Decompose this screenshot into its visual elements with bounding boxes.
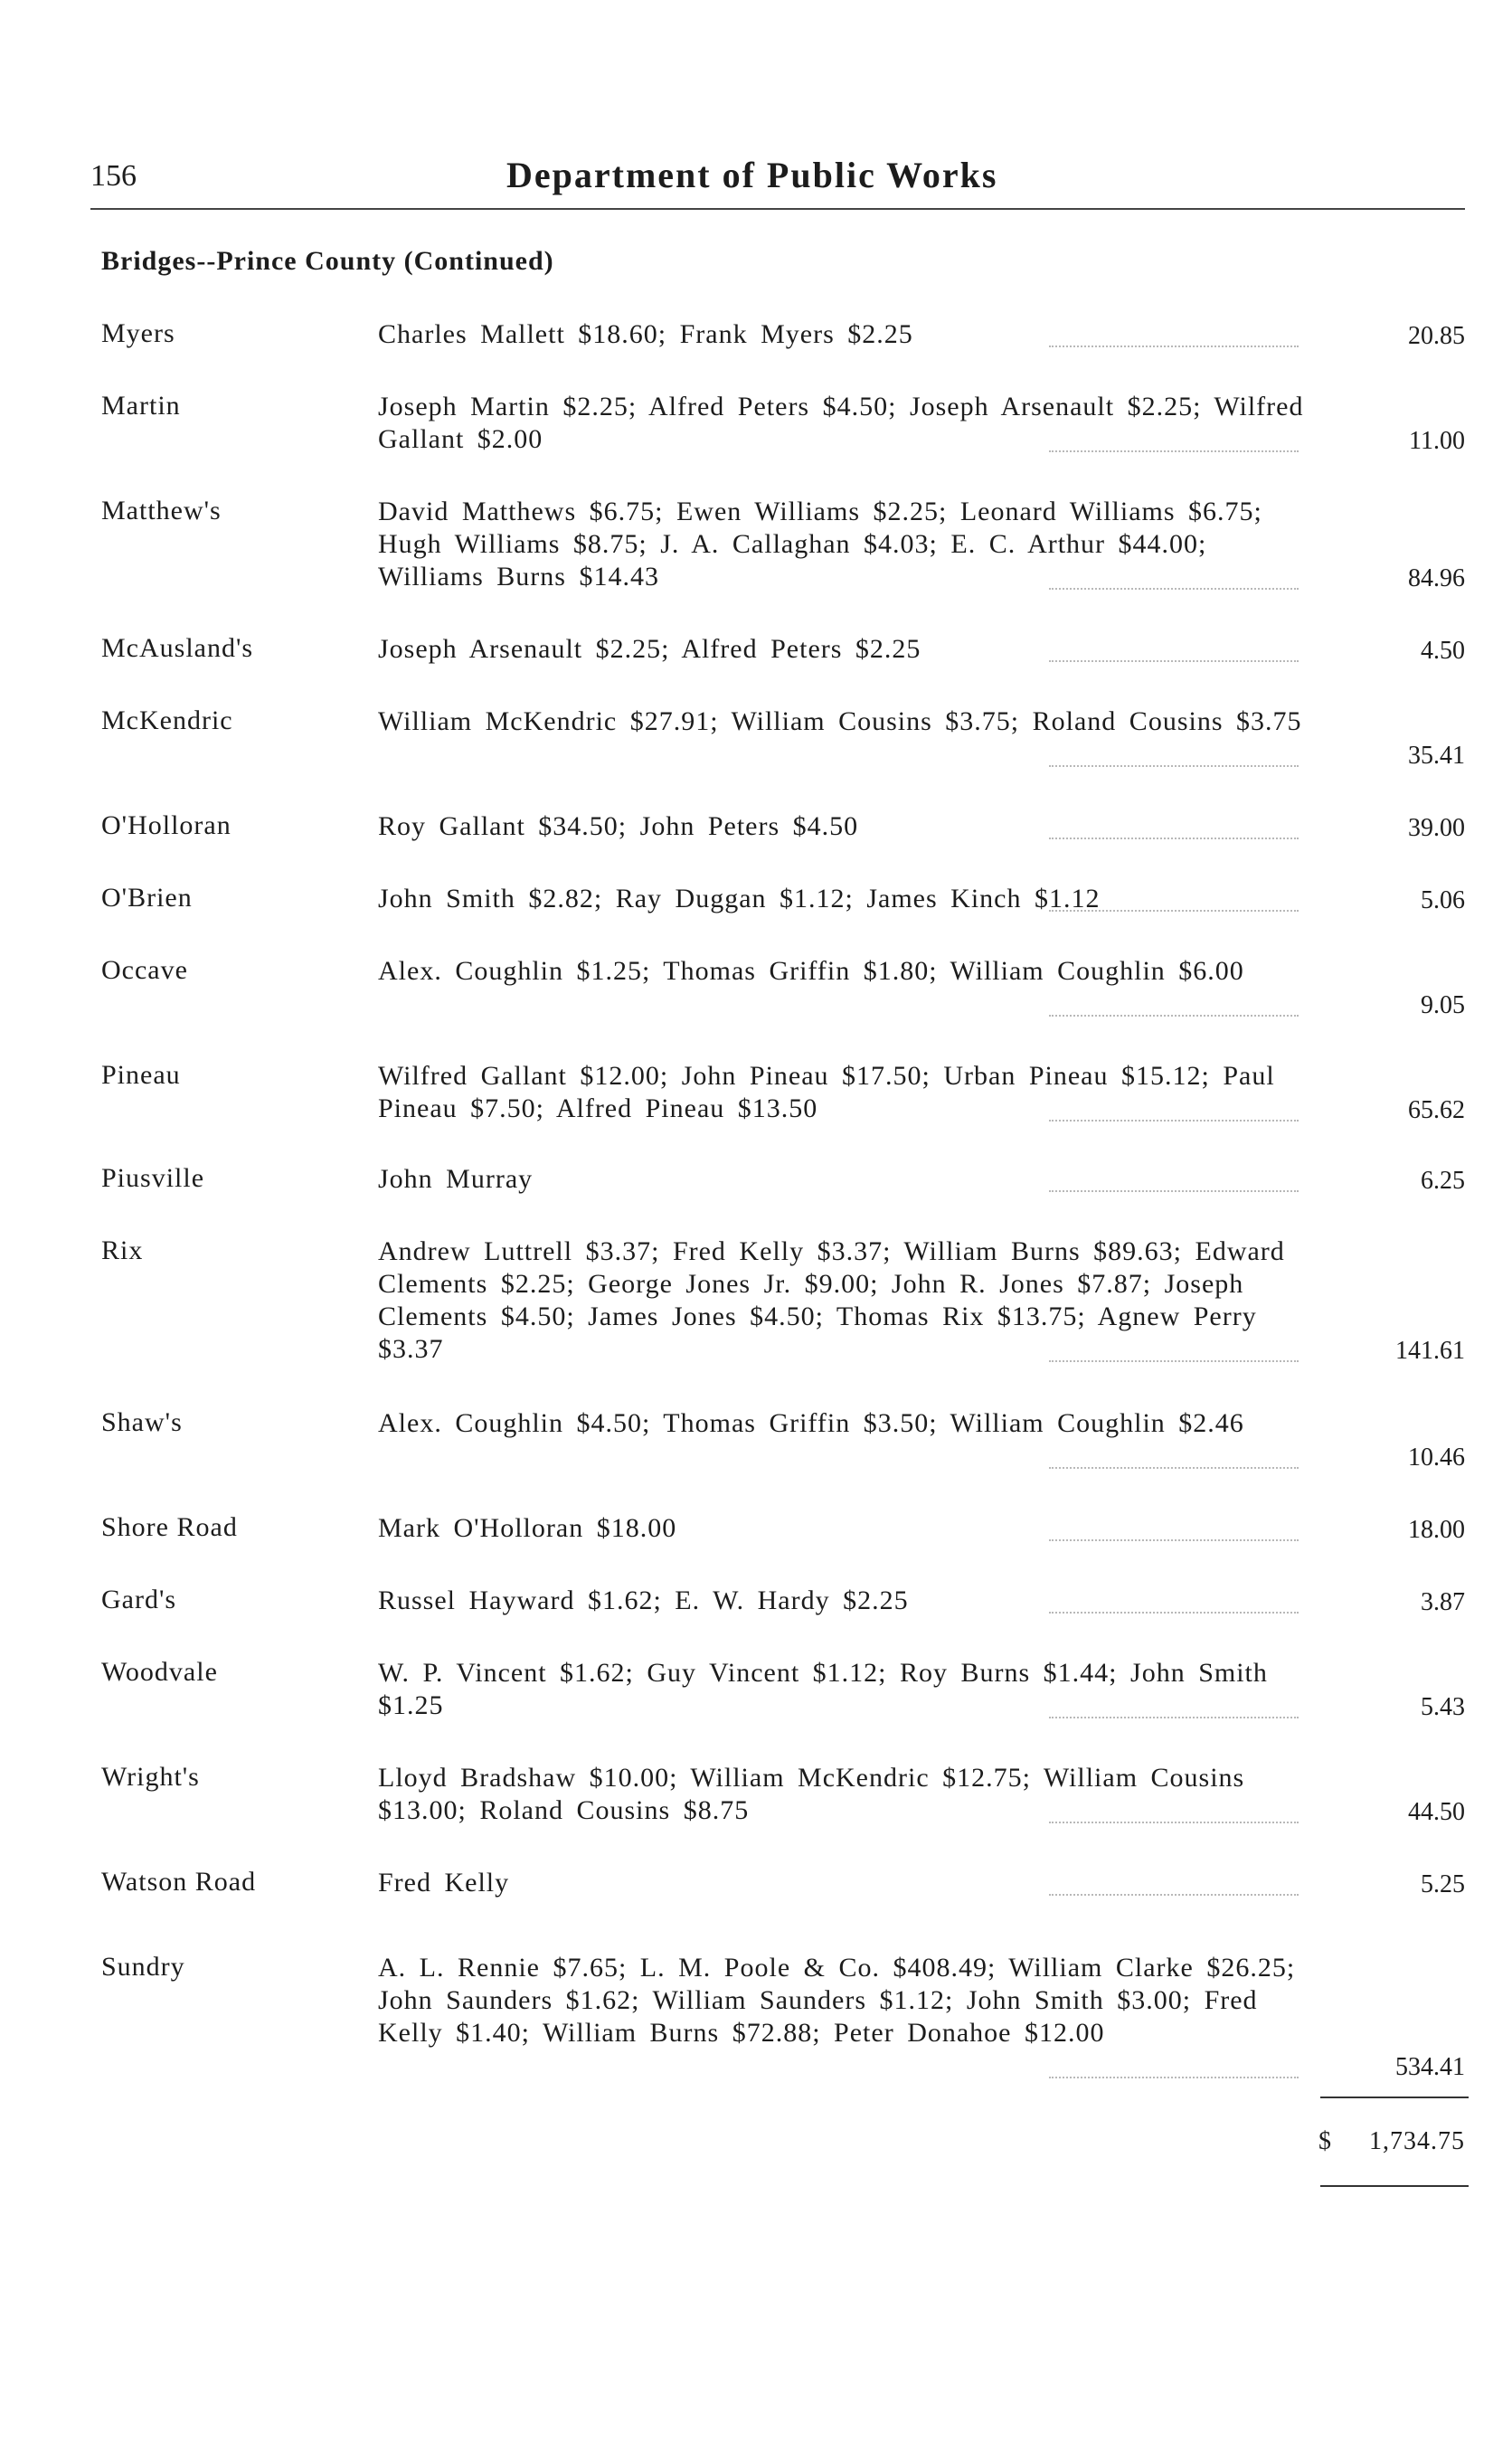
payment-details: Roy Gallant $34.50; John Peters $4.50 [378,811,859,841]
bridge-name: Gard's [101,1585,177,1614]
payment-details: Fred Kelly [378,1868,510,1898]
bridge-name: Myers [101,318,175,348]
payment-details: W. P. Vincent $1.62; Guy Vincent $1.12; Roy Burns $1.44; John Smith $1.25 [378,1658,1268,1720]
payment-details: Alex. Coughlin $1.25; Thomas Griffin $1.80; William Coughlin $6.00 [378,956,1244,986]
bridge-name: O'Holloran [101,810,232,840]
bridge-name: Occave [101,955,188,985]
payment-details: David Matthews $6.75; Ewen Williams $2.25; Leonard Williams $6.75; Hugh Williams $8.75; J. A. Callaghan $4.03; E. C. Arthur $44.00; Williams Burns $14.43 [378,497,1262,592]
bridge-amount: 5.43 [1421,1693,1465,1721]
total-rule-bottom [1320,2185,1469,2187]
page-number: 156 [90,159,137,193]
bridge-amount: 39.00 [1408,814,1465,842]
bridge-name: Shaw's [101,1407,183,1437]
payment-details: John Murray [378,1164,534,1194]
payment-details: Joseph Martin $2.25; Alfred Peters $4.50; Joseph Arsenault $2.25; Wilfred Gallant $2.00 [378,392,1304,454]
bridge-name: O'Brien [101,883,193,913]
bridge-amount: 84.96 [1408,564,1465,592]
leader-dots [1049,1360,1299,1362]
payment-details: A. L. Rennie $7.65; L. M. Poole & Co. $408.49; William Clarke $26.25; John Saunders $1.62; William Saunders $1.12; John Smith $3.00; Fred Kelly $1.40; William Burns $72.88; Peter Donahoe $12.00 [378,1953,1296,2048]
bridge-name: McKendric [101,705,233,735]
bridge-amount: 6.25 [1421,1167,1465,1195]
bridge-amount: 18.00 [1408,1516,1465,1544]
payment-details: Lloyd Bradshaw $10.00; William McKendric $12.75; William Cousins $13.00; Roland Cousins $8.75 [378,1763,1245,1825]
bridge-name: Pineau [101,1060,181,1090]
bridge-amount: 44.50 [1408,1798,1465,1826]
payment-details: Mark O'Holloran $18.00 [378,1513,677,1543]
bridge-name: Woodvale [101,1657,218,1687]
bridge-name: Wright's [101,1762,200,1792]
bridge-amount: 5.06 [1421,886,1465,914]
bridge-amount: 3.87 [1421,1588,1465,1616]
bridge-name: Matthew's [101,496,222,525]
leader-dots [1049,1190,1299,1192]
total-rule-top [1320,2097,1469,2098]
payment-details: Andrew Luttrell $3.37; Fred Kelly $3.37; William Burns $89.63; Edward Clements $2.25; George Jones Jr. $9.00; John R. Jones $7.87; Joseph Clements $4.50; James Jones $4.50; Thomas Rix $13.75; Agnew Perry $3.37 [378,1236,1285,1364]
bridge-name: Martin [101,391,181,421]
payment-details: Wilfred Gallant $12.00; John Pineau $17.50; Urban Pineau $15.12; Paul Pineau $7.50; Alfred Pineau $13.50 [378,1061,1275,1123]
payment-details: William McKendric $27.91; William Cousins $3.75; Roland Cousins $3.75 [378,706,1302,736]
leader-dots [1049,588,1299,590]
bridge-name: McAusland's [101,633,254,663]
leader-dots [1049,660,1299,662]
leader-dots [1049,1467,1299,1469]
bridge-amount: 35.41 [1408,742,1465,770]
leader-dots [1049,838,1299,839]
bridge-amount: 141.61 [1395,1337,1465,1365]
bridge-amount: 11.00 [1409,427,1465,455]
payment-details: Russel Hayward $1.62; E. W. Hardy $2.25 [378,1585,909,1615]
leader-dots [1049,765,1299,767]
bridge-name: Piusville [101,1163,205,1193]
bridge-amount: 9.05 [1421,991,1465,1019]
leader-dots [1049,1717,1299,1718]
leader-dots [1049,1539,1299,1541]
total-amount: 1,734.75 [1369,2127,1465,2155]
leader-dots [1049,1822,1299,1823]
leader-dots [1049,2077,1299,2078]
bridge-amount: 4.50 [1421,637,1465,665]
leader-dots [1049,1015,1299,1017]
payment-details: Charles Mallett $18.60; Frank Myers $2.25 [378,319,913,349]
leader-dots [1049,910,1299,912]
total-currency: $ [1318,2127,1331,2155]
bridge-amount: 65.62 [1408,1096,1465,1124]
bridge-name: Watson Road [101,1867,257,1897]
leader-dots [1049,450,1299,452]
payment-details: John Smith $2.82; Ray Duggan $1.12; James Kinch $1.12 [378,884,1101,913]
bridge-name: Sundry [101,1952,185,1982]
section-title: Bridges--Prince County (Continued) [101,246,554,276]
bridge-amount: 20.85 [1408,322,1465,350]
bridge-amount: 534.41 [1395,2053,1465,2081]
bridge-amount: 5.25 [1421,1870,1465,1898]
bridge-name: Shore Road [101,1512,238,1542]
running-title: Department of Public Works [506,155,998,195]
leader-dots [1049,1894,1299,1896]
payment-details: Alex. Coughlin $4.50; Thomas Griffin $3.50; William Coughlin $2.46 [378,1408,1244,1438]
payment-details: Joseph Arsenault $2.25; Alfred Peters $2.25 [378,634,921,664]
bridge-amount: 10.46 [1408,1443,1465,1472]
leader-dots [1049,1612,1299,1614]
leader-dots [1049,345,1299,347]
leader-dots [1049,1120,1299,1122]
bridge-name: Rix [101,1235,144,1265]
